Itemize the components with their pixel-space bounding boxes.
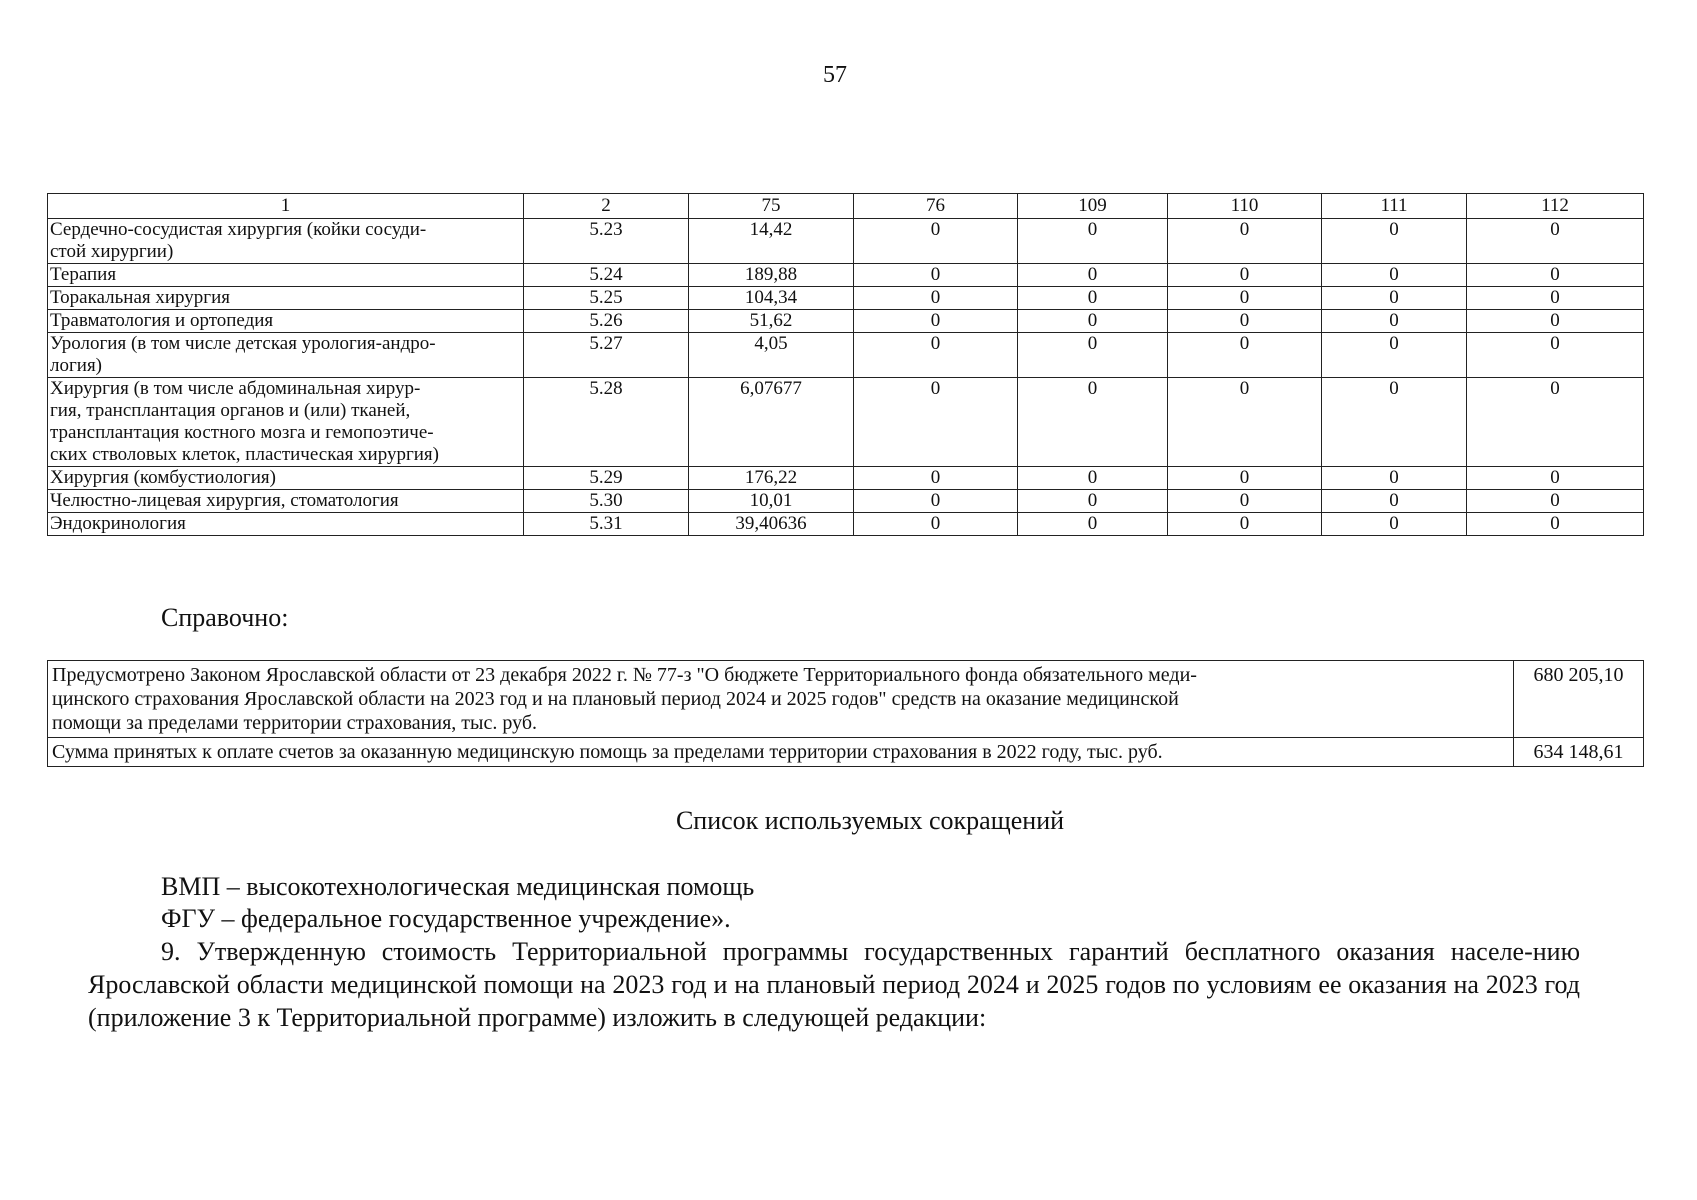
row-value-cell: 0 [1467,287,1644,310]
row-value-cell: 0 [1018,490,1168,513]
row-name-cell: Урология (в том числе детская урология-андро- логия) [48,333,524,378]
row-value-cell: 0 [1168,310,1322,333]
reference-table [47,660,1644,767]
table-row [48,219,1644,264]
column-header: 75 [689,194,854,219]
row-value-cell: 0 [854,310,1018,333]
row-value-cell: 0 [1168,513,1322,536]
row-value-cell: 0 [1467,310,1644,333]
row-name-cell: Терапия [48,264,524,287]
row-value-cell: 0 [854,264,1018,287]
row-value-cell: 5.27 [524,333,689,378]
abbreviation-item: ФГУ – федеральное государственное учреждение». [161,904,731,933]
column-header: 2 [524,194,689,219]
column-header: 76 [854,194,1018,219]
row-value-cell: 0 [1168,490,1322,513]
row-value-cell: 0 [1168,333,1322,378]
row-value-cell: 0 [1322,513,1467,536]
row-value-cell: 0 [854,219,1018,264]
column-header: 110 [1168,194,1322,219]
body-paragraph [88,935,1580,1034]
row-name-cell: Торакальная хирургия [48,287,524,310]
row-value-cell: 0 [854,333,1018,378]
row-value-cell: 0 [1018,219,1168,264]
row-value-cell: 0 [1322,333,1467,378]
reference-value: 680 205,10 [1514,661,1644,738]
row-value-cell: 5.26 [524,310,689,333]
table-row [48,378,1644,467]
row-value-cell: 0 [1322,378,1467,467]
table-row [48,513,1644,536]
row-value-cell: 0 [1018,467,1168,490]
row-value-cell: 0 [1018,333,1168,378]
column-header: 1 [48,194,524,219]
row-value-cell: 189,88 [689,264,854,287]
table-row [48,467,1644,490]
row-value-cell: 0 [1322,264,1467,287]
row-value-cell: 14,42 [689,219,854,264]
row-value-cell: 0 [1467,467,1644,490]
row-value-cell: 0 [854,467,1018,490]
row-value-cell: 0 [1018,513,1168,536]
reference-text: Сумма принятых к оплате счетов за оказанную медицинскую помощь за пределами территории страхования в 2022 году, тыс. руб. [48,738,1514,767]
main-table [47,193,1644,536]
row-value-cell: 0 [1018,310,1168,333]
row-name-cell: Травматология и ортопедия [48,310,524,333]
reference-row [48,661,1644,738]
row-value-cell: 0 [1467,333,1644,378]
table-header-row [48,194,1644,219]
page-number: 57 [823,62,847,88]
column-header: 112 [1467,194,1644,219]
row-value-cell: 5.28 [524,378,689,467]
row-value-cell: 0 [1467,264,1644,287]
row-value-cell: 0 [1168,264,1322,287]
row-value-cell: 104,34 [689,287,854,310]
row-name-cell: Хирургия (в том числе абдоминальная хирур- гия, трансплантация органов и (или) тканей, трансплантация костного мозга и гемопоэтиче- ских стволовых клеток, пластическая хирургия) [48,378,524,467]
row-value-cell: 0 [854,513,1018,536]
reference-row [48,738,1644,767]
row-value-cell: 0 [1322,490,1467,513]
row-value-cell: 5.24 [524,264,689,287]
row-value-cell: 5.30 [524,490,689,513]
row-value-cell: 0 [1467,513,1644,536]
row-value-cell: 0 [1168,378,1322,467]
column-header: 109 [1018,194,1168,219]
row-name-cell: Сердечно-сосудистая хирургия (койки сосуди- стой хирургии) [48,219,524,264]
row-value-cell: 0 [1168,467,1322,490]
row-value-cell: 0 [1018,287,1168,310]
row-value-cell: 176,22 [689,467,854,490]
row-value-cell: 5.29 [524,467,689,490]
paragraph-text: 9. Утвержденную стоимость Территориальной программы государственных гарантий бесплатного оказания населе-нию Ярославской области медицинской помощи на 2023 год и на плановый период 2024 и 2025 годов по условиям ее оказания на 2023 год (приложение 3 к Территориальной программе) изложить в следующей редакции: [88,937,1580,1032]
row-value-cell: 6,07677 [689,378,854,467]
row-value-cell: 0 [854,490,1018,513]
column-header: 111 [1322,194,1467,219]
abbreviation-item: ВМП – высокотехнологическая медицинская помощь [161,872,755,901]
row-value-cell: 0 [1168,219,1322,264]
row-name-cell: Челюстно-лицевая хирургия, стоматология [48,490,524,513]
row-value-cell: 5.31 [524,513,689,536]
abbreviations-heading: Список используемых сокращений [675,806,1065,835]
row-value-cell: 0 [1018,264,1168,287]
row-value-cell: 5.25 [524,287,689,310]
row-value-cell: 10,01 [689,490,854,513]
row-value-cell: 0 [1322,310,1467,333]
row-name-cell: Хирургия (комбустиология) [48,467,524,490]
table-row [48,490,1644,513]
row-value-cell: 0 [1018,378,1168,467]
table-row [48,287,1644,310]
row-value-cell: 4,05 [689,333,854,378]
table-row [48,333,1644,378]
table-row [48,264,1644,287]
row-value-cell: 0 [854,378,1018,467]
row-value-cell: 39,40636 [689,513,854,536]
row-value-cell: 0 [1467,378,1644,467]
table-row [48,310,1644,333]
reference-label: Справочно: [161,603,289,632]
row-name-cell: Эндокринология [48,513,524,536]
row-value-cell: 0 [1322,467,1467,490]
row-value-cell: 0 [1168,287,1322,310]
row-value-cell: 0 [1322,219,1467,264]
row-value-cell: 51,62 [689,310,854,333]
reference-text: Предусмотрено Законом Ярославской области от 23 декабря 2022 г. № 77-з "О бюджете Территориального фонда обязательного меди- цинского страхования Ярославской области на 2023 год и на плановый период 2024 и 2025 годов" средств на оказание медицинской помощи за пределами территории страхования, тыс. руб. [48,661,1514,738]
row-value-cell: 0 [854,287,1018,310]
reference-value: 634 148,61 [1514,738,1644,767]
row-value-cell: 0 [1467,219,1644,264]
row-value-cell: 0 [1322,287,1467,310]
row-value-cell: 5.23 [524,219,689,264]
row-value-cell: 0 [1467,490,1644,513]
